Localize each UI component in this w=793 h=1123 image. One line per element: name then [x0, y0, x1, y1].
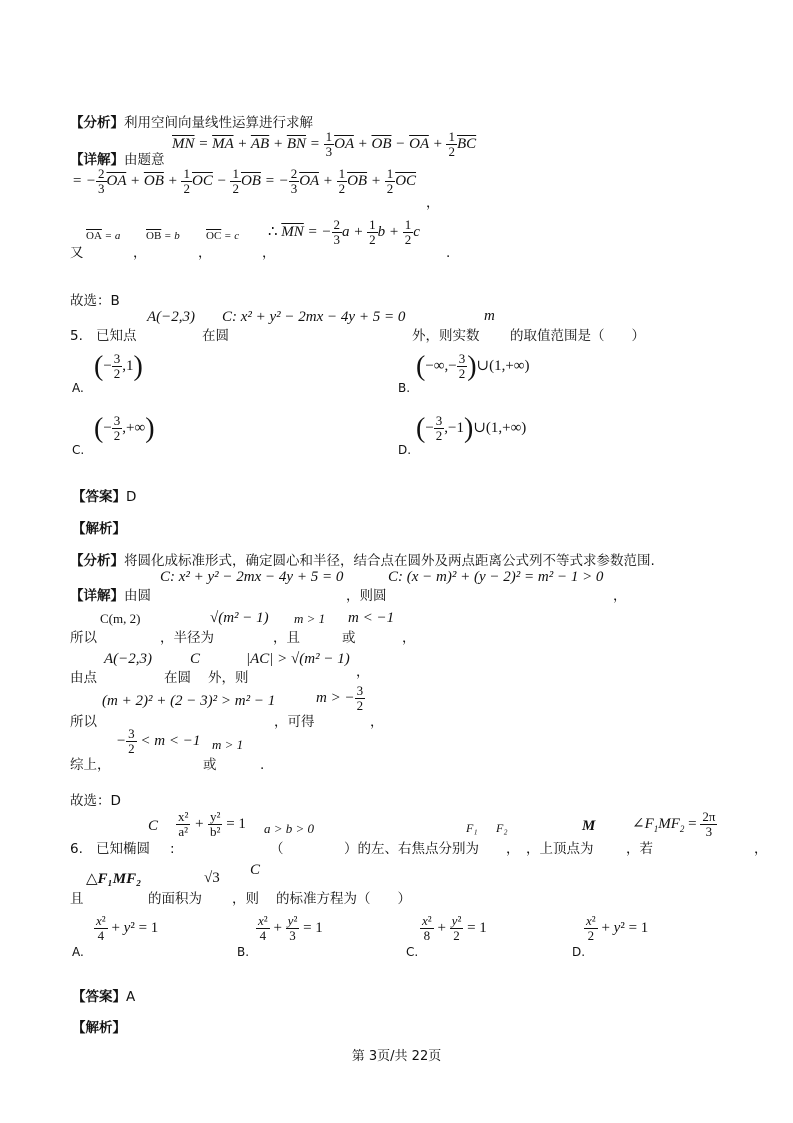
q5-option-d[interactable]: (− $\frac{3}{2}$ ,−1)∪(1,+∞): [416, 413, 527, 444]
q5-detail-l2a: 所以: [70, 630, 97, 646]
q5-detail-l3a: 由点: [70, 670, 97, 686]
analysis-text: 利用空间向量线性运算进行求解: [124, 115, 313, 131]
q5-detail-l4a: 所以: [70, 714, 97, 730]
q5-answer-value: D: [126, 489, 137, 505]
q6-text-8: 的面积为: [148, 891, 202, 907]
q5-option-c-label[interactable]: C.: [72, 443, 85, 457]
q5-analysis-label: 【分析】: [70, 553, 124, 569]
q6-colon: :: [170, 841, 175, 857]
comma: ，: [426, 195, 440, 211]
q5-detail-l5b: 或: [203, 757, 217, 773]
q5-detail-l3d: 外，则: [208, 670, 249, 686]
q5-option-c[interactable]: (− $\frac{3}{2}$ ,+∞): [94, 413, 155, 444]
q5-detail-l5r1: − $\frac{3}{2}$ < m < −1: [116, 726, 201, 756]
q5-detail-l5a: 综上，: [70, 757, 111, 773]
q6-option-d-label[interactable]: D.: [572, 945, 586, 959]
q5-detail-l3ineq: |AC| > √(m² − 1): [246, 651, 350, 667]
q6-text-6: ，: [754, 841, 768, 857]
q5-option-a-label[interactable]: A.: [72, 381, 84, 395]
q5-detail-l3pt: A(−2,3): [104, 651, 153, 667]
q5-option-b-label[interactable]: B.: [398, 381, 411, 395]
q5-detail-l2e: ，: [402, 630, 416, 646]
q6-text-10: 的标准方程为（ ）: [276, 891, 411, 907]
q5-detail-l4eq: (m + 2)² + (2 − 3)² > m² − 1: [102, 693, 276, 709]
q6-option-a[interactable]: $\frac{\text{x²}}{4}$ + y² = 1: [96, 913, 159, 943]
answer-choice-5: 故选：D: [70, 793, 121, 809]
q5-detail-l3c: C: [190, 651, 201, 667]
period: .: [446, 245, 451, 261]
detail-line: [70, 152, 165, 168]
q6-text-4: ，上顶点为: [526, 841, 594, 857]
q5-text-3: 外，则实数: [412, 328, 480, 344]
q6-answer-value: A: [126, 989, 136, 1005]
q5-detail-l1b: ，则圆: [346, 588, 387, 604]
q6-area: √3: [204, 870, 220, 886]
you-text: 又: [70, 245, 84, 261]
q6-angle: $\angle F_1MF_2$ = $\frac{2\pi}{3}$: [632, 809, 716, 839]
q5-number: 5.: [70, 328, 83, 344]
q6-option-b-label[interactable]: B.: [237, 945, 250, 959]
q5-option-a[interactable]: (− $\frac{3}{2}$ ,1): [94, 351, 143, 382]
q6-C: C: [148, 818, 159, 834]
conclusion-vector: ∴ $\overline{MN}$ = − $\frac{2}{3}$ a + $\frac{1}{2}$ b + $\frac{1}{2}$ c: [268, 217, 420, 247]
q5-circle-eq: C: x² + y² − 2mx − 4y + 5 = 0: [222, 309, 406, 325]
q6-C2: C: [250, 862, 261, 878]
q5-cond2: m < −1: [348, 610, 395, 626]
q5-detail-l2d: 或: [342, 630, 356, 646]
oc-def: $\overline{OC} = c$: [206, 230, 240, 242]
q6-option-d[interactable]: $\frac{\text{x²}}{2}$ + y² = 1: [586, 913, 649, 943]
sep-2: ，: [198, 245, 212, 261]
q6-text-3: ）的左、右焦点分别为: [344, 841, 479, 857]
q6-sep: ，: [506, 841, 520, 857]
q5-answer-label: 【答案】: [72, 489, 126, 505]
q6-text-1: 已知椭圆: [96, 841, 150, 857]
q5-detail-l3e: ，: [356, 664, 370, 680]
analysis-label: 【分析】: [70, 115, 124, 131]
q5-detail-l2c: ，且: [273, 630, 300, 646]
sep-3: ，: [262, 245, 276, 261]
sep-1: ，: [133, 245, 147, 261]
q6-ellipse-eq: $\frac{\text{x²}}{\text{a²}}$ + $\frac{\text{y²}}{\text{b²}}$ = 1: [178, 809, 246, 839]
q5-option-d-label[interactable]: D.: [398, 443, 412, 457]
q5-detail-l5r2: m > 1: [212, 737, 244, 752]
vector-equation-1: $\overline{MN} = \overline{MA} + \overline{AB} + \overline{BN}$ = $\frac{1}{3}$ $\overline{OA} + \overline{OB} - \overline{OA}$ + $\frac{1}{2}$ $\overline{BC}$: [172, 129, 477, 159]
q6-text-2: （: [270, 841, 284, 857]
q6-jiexi-label: 【解析】: [72, 1020, 126, 1036]
q5-text-2: 在圆: [202, 328, 229, 344]
q5-detail-l5c: .: [260, 757, 265, 773]
q5-text-4: 的取值范围是（ ）: [510, 328, 645, 344]
q5-option-b[interactable]: (−∞,− $\frac{3}{2}$ )∪(1,+∞): [416, 351, 530, 382]
ob-def: $\overline{OB} = b$: [146, 230, 180, 242]
q5-jiexi-label: 【解析】: [72, 521, 126, 537]
q5-detail-eq1: C: x² + y² − 2mx − 4y + 5 = 0: [160, 569, 344, 585]
q5-detail-l4b: ，可得: [274, 714, 315, 730]
vector-equation-2: = − $\frac{2}{3}$ $\overline{OA} + \overline{OB}$ + $\frac{1}{2}$ $\overline{OC}$ − $\frac{1}{2}$ $\overline{OB}$ = − $\frac{2}{3}$ $\overline{OA}$ + $\frac{1}{2}$ $\overline{OB}$ + $\frac{1}{2}$ $\overline{OC}$: [72, 166, 417, 196]
q5-detail-line1: [70, 588, 151, 604]
q5-point: A(−2,3): [147, 309, 196, 325]
q6-answer-label: 【答案】: [72, 989, 126, 1005]
detail-label: 【详解】: [70, 152, 124, 168]
q6-number: 6.: [70, 841, 83, 857]
q5-analysis-text: 将圆化成标准形式，确定圆心和半径，结合点在圆外及两点距离公式列不等式求参数范围.: [124, 553, 655, 569]
q6-cond: a > b > 0: [264, 821, 315, 836]
q5-var-m: m: [484, 308, 495, 324]
q6-answer: [72, 989, 135, 1005]
q6-triangle: △F₁MF₂: [86, 871, 142, 887]
q6-F2: F₂: [496, 821, 508, 835]
q5-detail-l2b: ，半径为: [160, 630, 214, 646]
page-footer: 第 3页/共 22页: [351, 1049, 442, 1064]
q5-cond1: m > 1: [294, 611, 326, 626]
q5-detail-label: 【详解】: [70, 588, 124, 604]
q6-text-5: ，若: [626, 841, 653, 857]
q5-detail-l4res: m > − $\frac{3}{2}$: [316, 683, 364, 713]
analysis-line: [70, 115, 313, 131]
q5-detail-l4c: ，: [370, 714, 384, 730]
detail-text: 由题意: [124, 152, 165, 168]
q6-option-c[interactable]: $\frac{\text{x²}}{8}$ + $\frac{\text{y²}}{2}$ = 1: [422, 913, 487, 943]
q5-center: C(m, 2): [100, 611, 141, 626]
q5-detail-eq2: C: (x − m)² + (y − 2)² = m² − 1 > 0: [388, 569, 604, 585]
q5-text-1: 已知点: [96, 328, 137, 344]
q5-answer: [72, 489, 136, 505]
q6-M: M: [582, 818, 596, 834]
q5-detail-l3b: 在圆: [164, 670, 191, 686]
q6-option-c-label[interactable]: C.: [406, 945, 419, 959]
q6-option-b[interactable]: $\frac{\text{x²}}{4}$ + $\frac{\text{y²}}{3}$ = 1: [258, 913, 323, 943]
oa-def: $\overline{OA} = a$: [86, 230, 121, 242]
q5-radius: √(m² − 1): [210, 610, 269, 626]
q6-option-a-label[interactable]: A.: [72, 945, 84, 959]
q5-detail-l1a: 由圆: [124, 588, 151, 604]
q6-text-9: ，则: [232, 891, 259, 907]
answer-choice-4: 故选：B: [70, 293, 120, 309]
q6-F1: F₁: [466, 821, 478, 835]
q5-detail-l1c: ，: [613, 588, 627, 604]
q6-text-7: 且: [70, 891, 84, 907]
q5-analysis: [70, 553, 655, 569]
